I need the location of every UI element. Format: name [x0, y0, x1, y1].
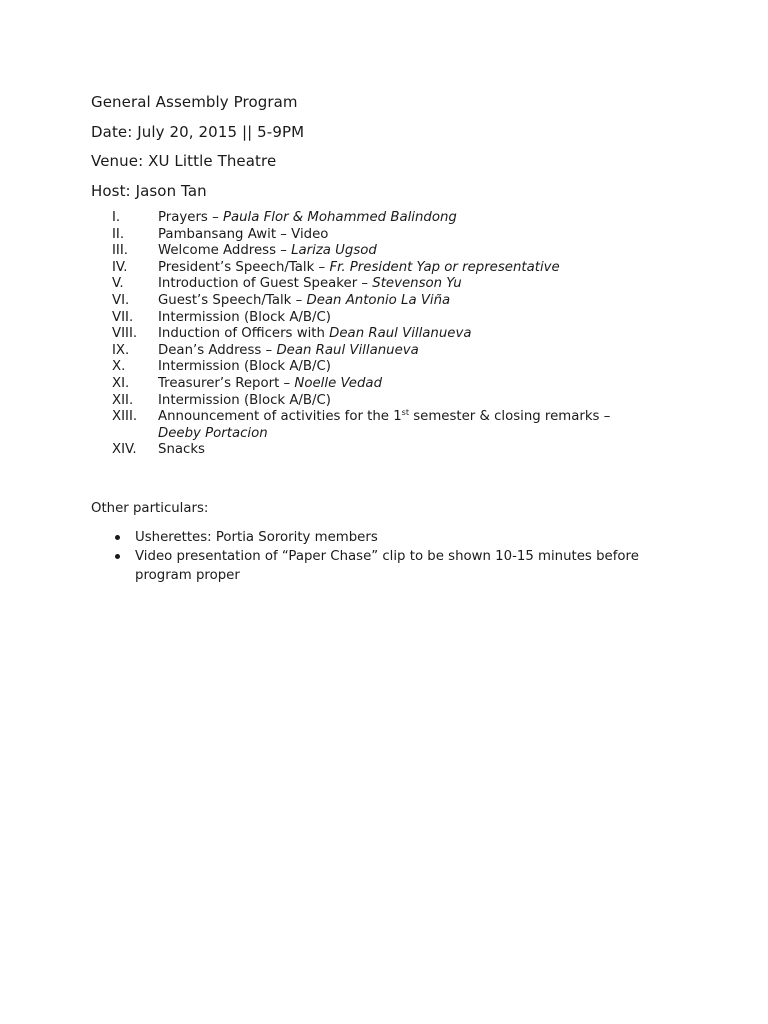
program-item-number: XII.	[112, 392, 134, 408]
program-item-person: Noelle Vedad	[294, 375, 383, 391]
program-item-text	[158, 260, 560, 277]
program-item-label: Introduction of Guest Speaker –	[158, 276, 373, 292]
program-item-number: IV.	[112, 259, 128, 275]
document-title: General Assembly Program	[91, 93, 298, 111]
program-item-number: VI.	[112, 292, 130, 308]
program-item-text	[158, 359, 331, 376]
program-item-label: Induction of Officers with	[158, 326, 330, 342]
ordinal-suffix: st	[401, 408, 409, 418]
program-item-label: Intermission (Block A/B/C)	[158, 309, 331, 325]
program-item-number: V.	[112, 276, 124, 292]
program-item-number: I.	[112, 210, 121, 225]
program-item-text	[158, 442, 205, 459]
program-item	[0, 359, 768, 376]
program-item	[0, 210, 768, 227]
program-item-number: II.	[112, 226, 125, 242]
bullet-text: Video presentation of “Paper Chase” clip to be shown 10-15 minutes before program proper	[135, 549, 639, 583]
bullet-text: Usherettes: Portia Sorority members	[135, 530, 378, 545]
program-item-label: Intermission (Block A/B/C)	[158, 392, 331, 408]
program-item-label: Treasurer’s Report –	[158, 375, 295, 391]
program-item-text	[158, 326, 471, 343]
program-item-person: Paula Flor & Mohammed Balindong	[222, 210, 457, 225]
program-item-person: Dean Antonio La Viña	[306, 292, 451, 308]
program-item-person: Stevenson Yu	[372, 276, 462, 292]
program-item-number: X.	[112, 359, 126, 375]
other-particulars-list	[0, 528, 768, 585]
program-item-number: III.	[112, 243, 128, 259]
program-item	[0, 293, 768, 310]
program-item-label: President’s Speech/Talk –	[158, 259, 330, 275]
other-particulars-label: Other particulars:	[91, 501, 209, 516]
program-item	[0, 343, 768, 360]
program-item-number: XIII.	[112, 409, 138, 425]
program-item	[0, 442, 768, 459]
program-item	[0, 227, 768, 244]
program-item	[0, 326, 768, 343]
program-item-text	[158, 293, 450, 310]
program-item-label: Pambansang Awit – Video	[158, 226, 329, 242]
program-item-person: Deeby Portacion	[158, 425, 268, 441]
list-item	[0, 547, 768, 585]
program-item-number: VIII.	[112, 326, 138, 342]
program-item-text	[158, 343, 419, 360]
bullet-icon	[115, 554, 120, 559]
program-item-person: Lariza Ugsod	[291, 243, 377, 259]
venue-line: Venue: XU Little Theatre	[91, 152, 277, 170]
program-item	[0, 409, 768, 442]
program-item	[0, 393, 768, 410]
program-item-person: Dean Raul Villanueva	[276, 342, 419, 358]
bullet-icon	[115, 535, 120, 540]
program-item-label: Guest’s Speech/Talk –	[158, 292, 307, 308]
program-item-label: Dean’s Address –	[158, 342, 277, 358]
program-item-number: XIV.	[112, 442, 137, 458]
program-item-label-cont: semester & closing remarks –	[408, 409, 611, 425]
program-item-person: Fr. President Yap or representative	[329, 259, 560, 275]
program-list	[0, 210, 768, 459]
program-item-text	[158, 376, 382, 393]
program-item-label: Prayers –	[158, 210, 223, 225]
host-line: Host: Jason Tan	[91, 182, 207, 200]
program-item-text	[158, 227, 328, 244]
program-item-text	[158, 310, 331, 327]
program-item-person: Dean Raul Villanueva	[329, 326, 472, 342]
program-item-number: XI.	[112, 375, 130, 391]
program-item-text	[158, 276, 462, 293]
program-item-number: IX.	[112, 342, 130, 358]
program-item-text	[158, 409, 610, 442]
program-item-label: Intermission (Block A/B/C)	[158, 359, 331, 375]
program-item-text	[158, 393, 331, 410]
program-item	[0, 376, 768, 393]
program-item-label: Welcome Address –	[158, 243, 292, 259]
program-item-label: Announcement of activities for the 1	[158, 409, 402, 425]
program-item	[0, 260, 768, 277]
program-item	[0, 310, 768, 327]
date-line: Date: July 20, 2015 || 5-9PM	[91, 123, 305, 141]
program-item-text	[158, 243, 377, 260]
program-item	[0, 243, 768, 260]
list-item	[0, 528, 768, 547]
program-item-label: Snacks	[158, 442, 205, 458]
program-item-number: VII.	[112, 309, 134, 325]
program-item-text	[158, 210, 457, 227]
program-item	[0, 276, 768, 293]
